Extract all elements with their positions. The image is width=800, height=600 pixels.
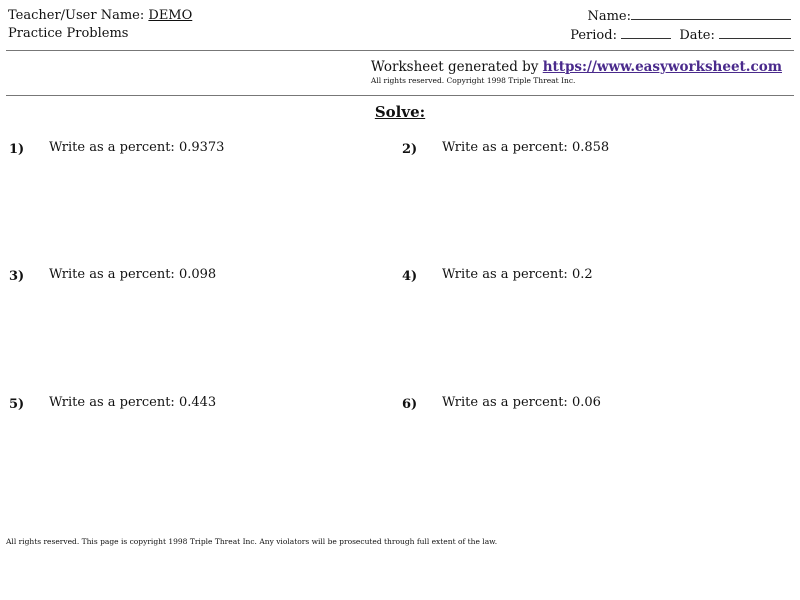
teacher-name: DEMO bbox=[148, 8, 193, 23]
problem-number: 2) bbox=[402, 142, 418, 157]
teacher-line bbox=[8, 7, 192, 25]
teacher-label: Teacher/User Name: bbox=[8, 8, 145, 23]
worksheet-subtitle: Practice Problems bbox=[8, 26, 129, 41]
problem-number: 3) bbox=[9, 269, 25, 284]
period-label: Period: bbox=[570, 28, 617, 43]
generator-copyright: All rights reserved. Copyright 1998 Triple Threat Inc. bbox=[370, 76, 576, 85]
problem-text: Write as a percent: 0.9373 bbox=[49, 140, 225, 155]
header-divider bbox=[6, 50, 794, 51]
student-name-line bbox=[570, 7, 791, 26]
generator-text: Worksheet generated by bbox=[370, 59, 539, 75]
problem-text: Write as a percent: 0.443 bbox=[49, 395, 217, 410]
date-blank bbox=[719, 26, 791, 39]
footer-copyright: All rights reserved. This page is copyright 1998 Triple Threat Inc. Any violators will be prosecuted through full extent of the law. bbox=[6, 537, 498, 546]
period-blank bbox=[621, 26, 671, 39]
header-right bbox=[570, 7, 791, 45]
problem-text: Write as a percent: 0.06 bbox=[442, 395, 601, 410]
date-label: Date: bbox=[679, 28, 715, 43]
name-blank bbox=[631, 7, 791, 20]
problem-text: Write as a percent: 0.2 bbox=[442, 267, 593, 282]
section-title: Solve: bbox=[374, 103, 426, 121]
header-left bbox=[8, 7, 192, 43]
content-divider bbox=[6, 95, 794, 96]
problem-text: Write as a percent: 0.858 bbox=[442, 140, 610, 155]
name-label: Name: bbox=[587, 9, 631, 24]
problem-number: 4) bbox=[402, 269, 418, 284]
generator-credit bbox=[371, 59, 782, 85]
period-date-line bbox=[570, 26, 791, 45]
problem-number: 6) bbox=[402, 397, 418, 412]
problem-number: 1) bbox=[9, 142, 25, 157]
problem-text: Write as a percent: 0.098 bbox=[49, 267, 217, 282]
generator-link[interactable]: https://www.easyworksheet.com bbox=[542, 59, 782, 75]
problem-number: 5) bbox=[9, 397, 25, 412]
